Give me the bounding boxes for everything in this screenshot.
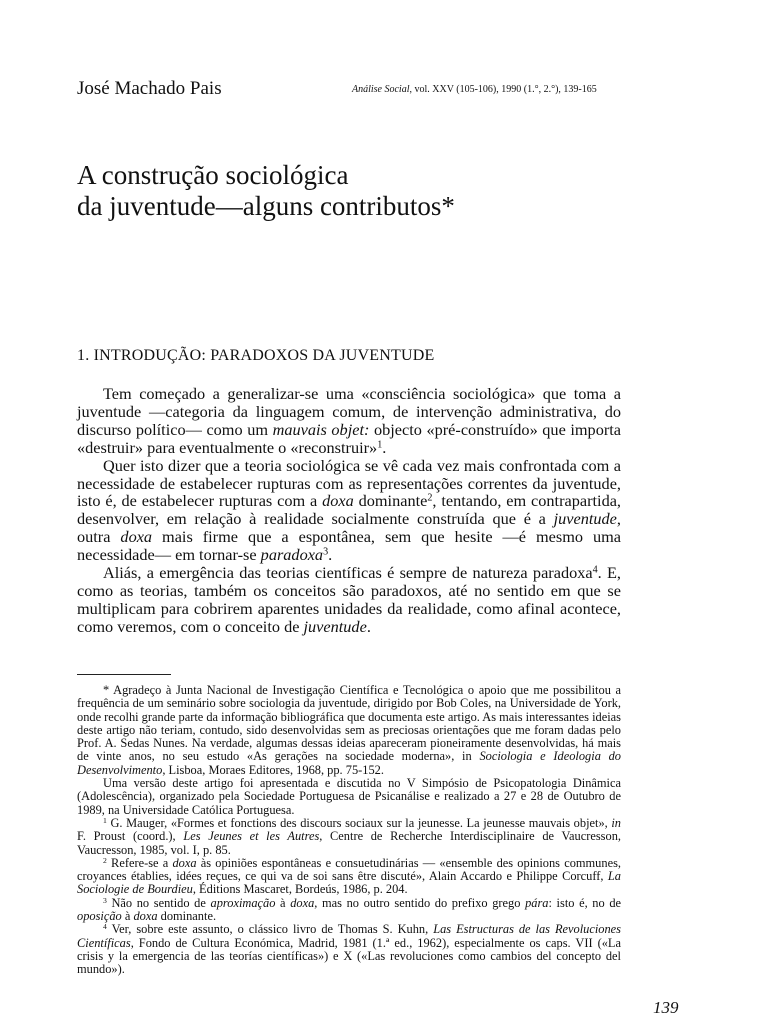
body-text <box>77 385 621 636</box>
footnote-3: $^3$ Não no sentido de aproximação à doxa, mas no outro sentido do prefixo grego pára: isto é, no de oposição à doxa dominante. <box>77 895 622 924</box>
paragraph-3: Aliás, a emergência das teorias científicas é sempre de natureza paradoxa$^4$. E, como as teorias, também os conceitos são paradoxos, até no sentido em que se multiplicam para cobrirem aparentes unidades da realidade, como afinal acontece, como veremos, com o conceito de juventude. <box>77 563 622 636</box>
footnote-star-continued: Uma versão deste artigo foi apresentada e discutida no V Simpósio de Psicopatologia Dinâmica (Adolescência), organizado pela Sociedade Portuguesa de Psicanálise e realizado a 27 e 28 de Outubro de 1989, na Universidade Católica Portuguesa. <box>77 776 621 817</box>
paragraph-2: Quer isto dizer que a teoria sociológica se vê cada vez mais confrontada com a necessidade de estabelecer rupturas com as representações correntes da juventude, isto é, de estabelecer rupturas com a doxa dominante$^2$, tentando, em contrapartida, desenvolver, em relação à realidade socialmente construída que é a juventude, outra doxa mais firme que a espontânea, sem que hesite —é mesmo uma necessidade— em tornar-se paradoxa$^3$. <box>77 455 622 565</box>
article-title <box>77 160 455 222</box>
footnote-star: * Agradeço à Junta Nacional de Investigação Científica e Tecnológica o apoio que me possibilitou a frequência de um seminário sobre sociologia da juventude, dirigido por Bob Coles, na Universidade de York, onde recolhi grande parte da informação bibliográfica que documenta este artigo. As mais interessantes ideias deste artigo não teriam, contudo, sido desenvolvidas sem as preciosas orientações que me foram dadas pelo Prof. A. Sedas Nunes. Na verdade, algumas dessas ideias apareceram pioneiramente desenvolvidas, há mais de vinte anos, no seu estudo «As gerações na sociedade moderna», in Sociologia e Ideologia do Desenvolvimento, Lisboa, Moraes Editores, 1968, pp. 75-152. <box>77 683 622 777</box>
title-line-1: A construção sociológica <box>77 160 349 190</box>
paragraph-1: Tem começado a generalizar-se uma «consciência sociológica» que toma a juventude —categoria da linguagem comum, de intervenção administrativa, do discurso político— como um mauvais objet: objecto «pré-construído» que importa «destruir» para eventualmente o «reconstruir»$^1$. <box>77 384 622 457</box>
title-line-2: da juventude—alguns contributos* <box>77 191 455 221</box>
footnote-ref-2: 2 <box>427 492 433 504</box>
footnote-ref-3: 3 <box>323 546 329 558</box>
footnotes <box>77 684 621 977</box>
page-number: 139 <box>653 998 679 1017</box>
footnote-2: $^2$ Refere-se a doxa às opiniões espontâneas e consuetudinárias — «ensemble des opinions communes, croyances établies, idées reçues, ce qui va de soi sans être discuté», Alain Accardo e Philippe Corcuff, La Sociologie de Bourdieu, Éditions Mascaret, Bordeús, 1986, p. 204. <box>77 855 621 897</box>
author-name: José Machado Pais <box>77 78 222 99</box>
section-heading: 1. INTRODUÇÃO: PARADOXOS DA JUVENTUDE <box>77 347 435 364</box>
journal-reference <box>352 84 597 95</box>
footnote-ref-1: 1 <box>377 439 383 451</box>
footnote-1: $^1$ G. Mauger, «Formes et fonctions des discours sociaux sur la jeunesse. La jeunesse mauvais objet», in F. Proust (coord.), Les Jeunes et les Autres, Centre de Recherche Interdisciplinaire de Vaucresson, Vaucresson, 1985, vol. I, p. 85. <box>77 815 621 857</box>
journal-name: Análise Social <box>352 84 410 95</box>
footnote-divider <box>77 674 171 675</box>
journal-details: , vol. XXV (105-106), 1990 (1.°, 2.°), 139-165 <box>409 84 597 95</box>
footnote-4: $^4$ Ver, sobre este assunto, o clássico livro de Thomas S. Kuhn, Las Estructuras de las Revoluciones Científicas, Fondo de Cultura Económica, Madrid, 1981 (1.ª ed., 1962), especialmente os caps. VII («La crisis y la emergencia de las teorías científicas») e X («Las revoluciones como cambios del concepto del mundo»). <box>77 922 622 977</box>
footnote-ref-4: 4 <box>592 564 598 576</box>
